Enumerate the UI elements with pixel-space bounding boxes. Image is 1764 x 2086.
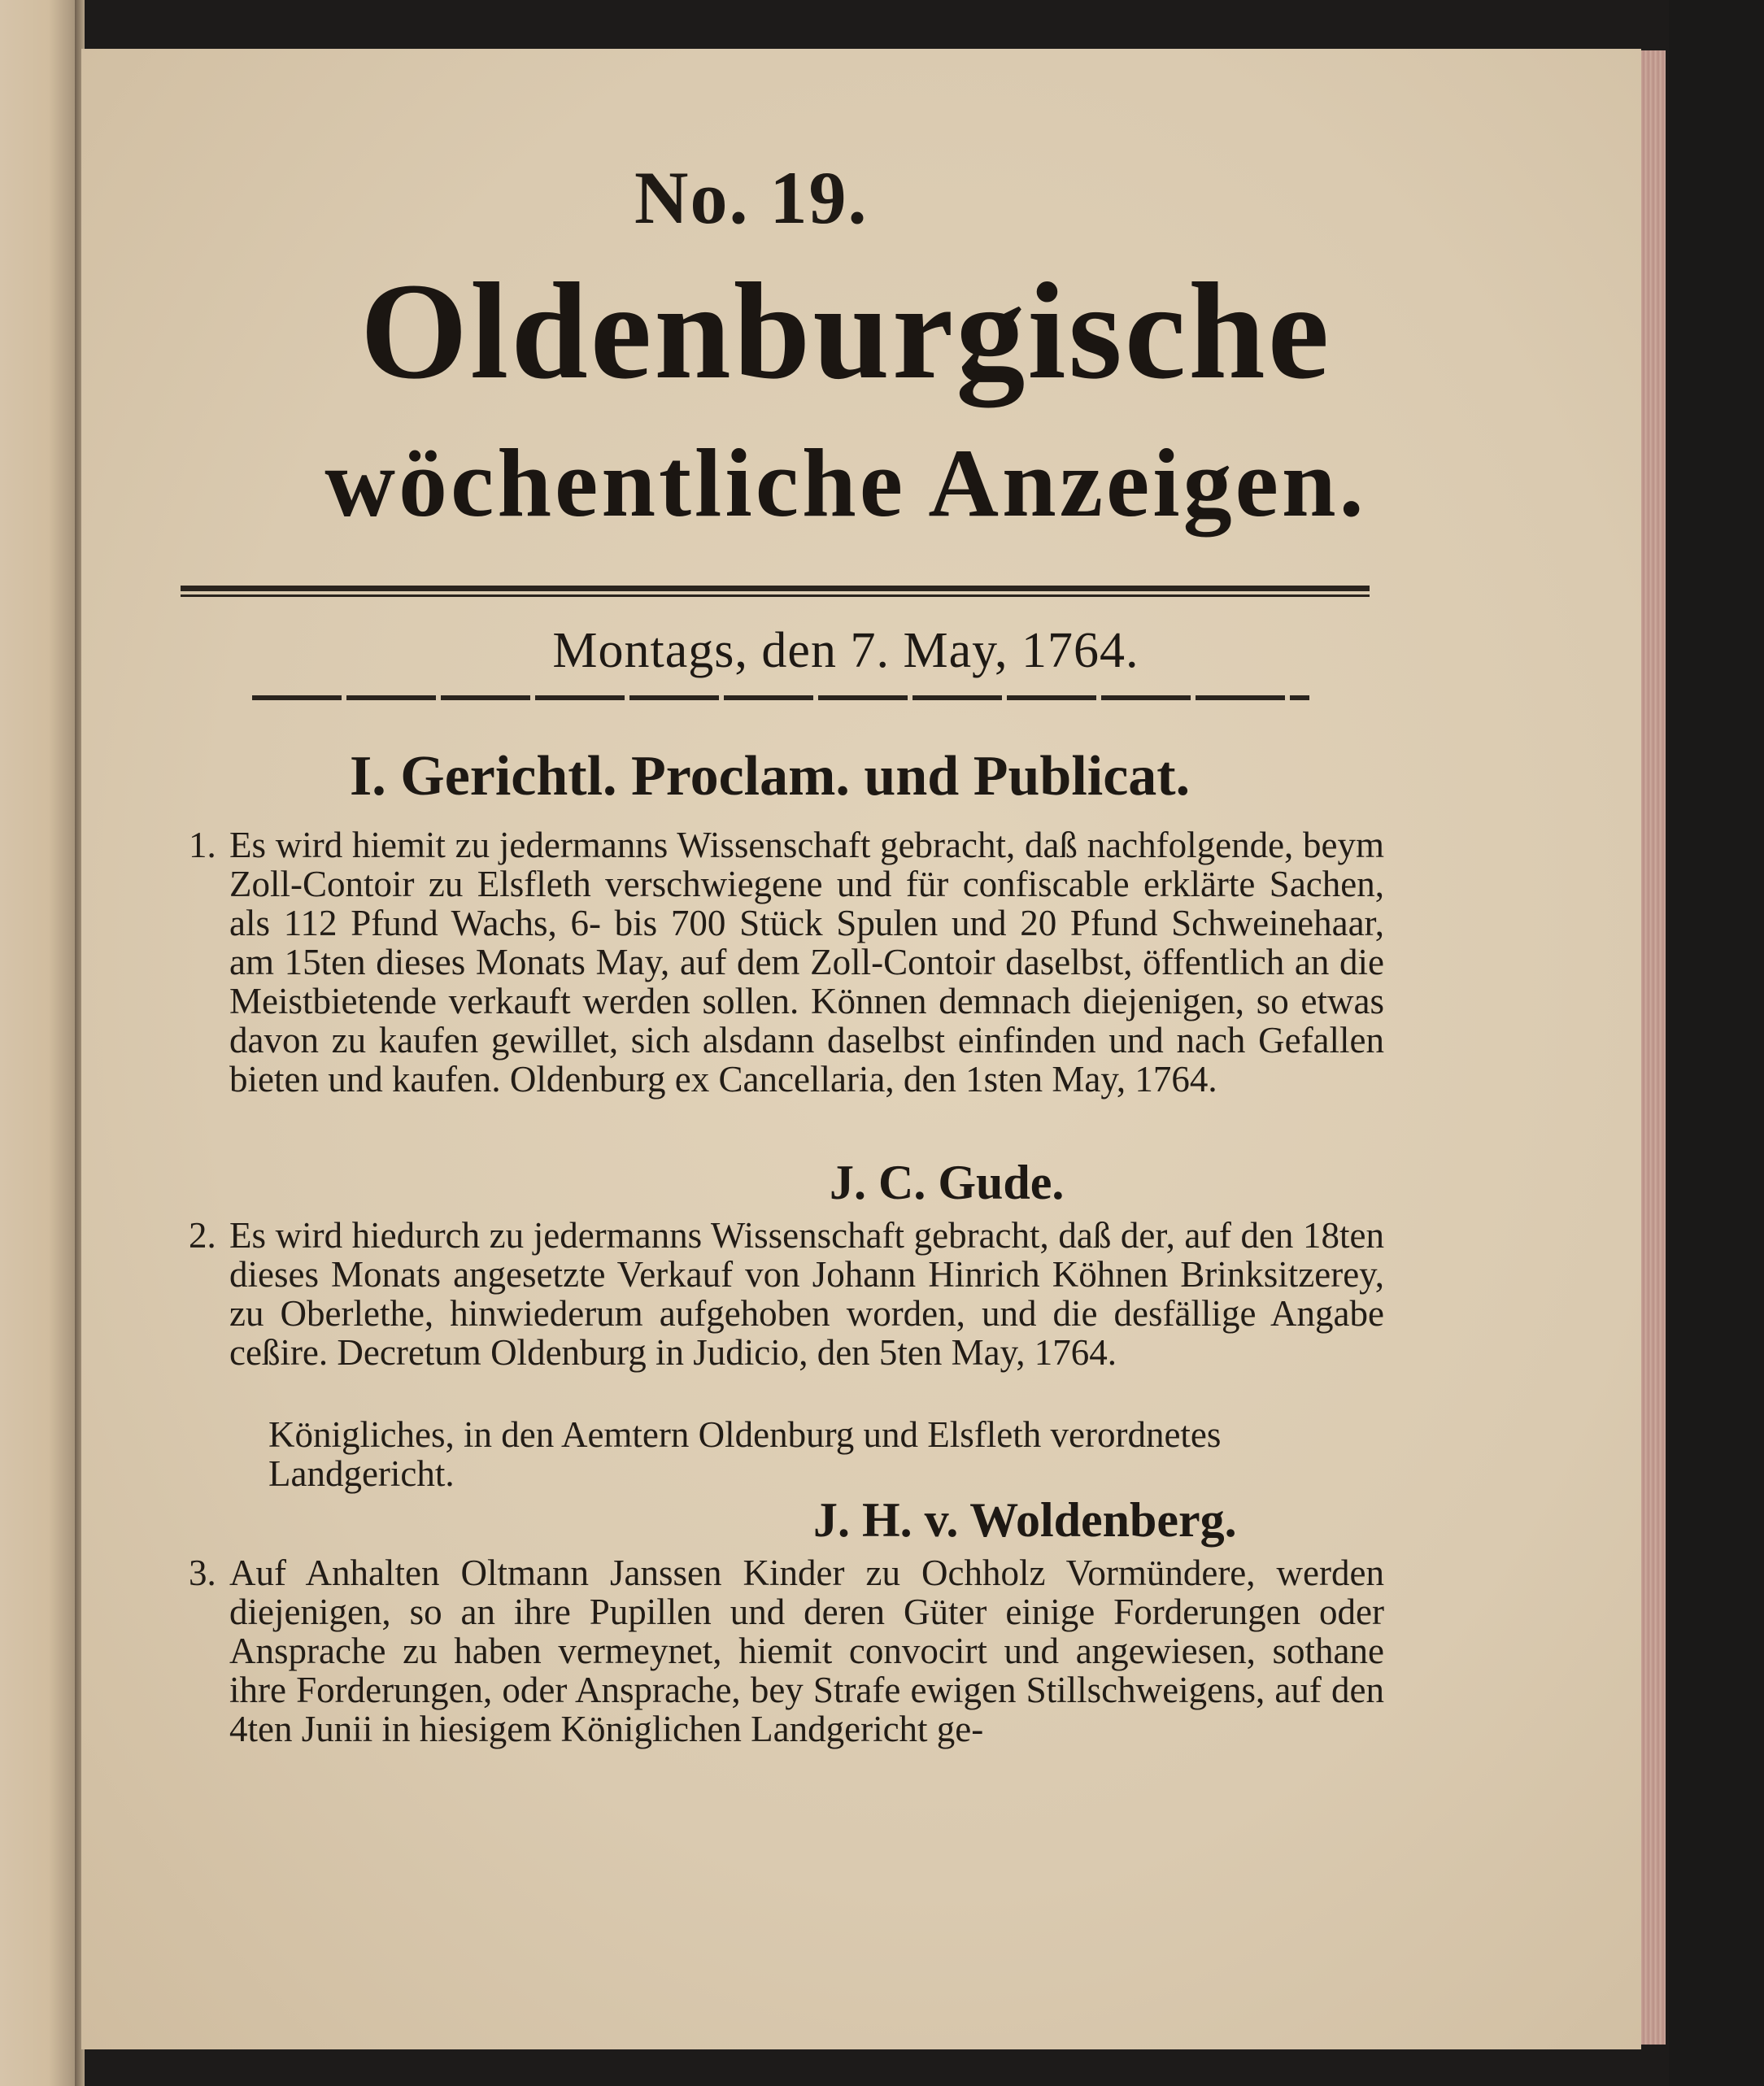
notice-2	[189, 1216, 1384, 1372]
notice-text: Es wird hiedurch zu jedermanns Wissenschaft gebracht, daß der, auf den 18ten dieses Monats angesetzte Verkauf von Johann Hinrich Köhnen Brinksitzerey, zu Oberlethe, hinwiederum aufgehoben worden, und die desfällige Angabe ceßire. Decretum Oldenburg in Judicio, den 5ten May, 1764.	[229, 1215, 1384, 1373]
notice-number: 2.	[189, 1215, 216, 1256]
date-rule	[252, 695, 1309, 700]
notice-1	[189, 825, 1384, 1099]
issue-date: Montags, den 7. May, 1764.	[552, 623, 1139, 678]
background-strip	[1669, 0, 1764, 2086]
issue-number: No. 19.	[634, 156, 869, 239]
left-page-edge	[0, 0, 81, 2086]
newspaper-title: Oldenburgische	[359, 255, 1332, 407]
section-title: I. Gerichtl. Proclam. und Publicat.	[350, 745, 1191, 808]
page-stack-edge	[1641, 50, 1666, 2045]
notice-1-signature: J. C. Gude.	[830, 1156, 1065, 1209]
newspaper-subtitle: wöchentliche Anzeigen.	[324, 429, 1367, 537]
notice-text: Auf Anhalten Oltmann Janssen Kinder zu Ochholz Vormündere, werden diejenigen, so an ihre Pupillen und deren Güter einige Forderungen oder Ansprache zu haben vermeynet, hiemit convocirt und angewiesen, sothane ihre Forderungen, oder Ansprache, bey Strafe ewigen Stillschweigens, auf den 4ten Junii in hiesigem Königlichen Landgericht ge-	[229, 1553, 1384, 1749]
notice-2-court: Königliches, in den Aemtern Oldenburg und Elsfleth verordnetes Landgericht.	[268, 1414, 1222, 1494]
header-rule	[181, 586, 1370, 597]
notice-2-signature: J. H. v. Woldenberg.	[813, 1493, 1237, 1547]
notice-text: Es wird hiemit zu jedermanns Wissenschaft gebracht, daß nachfolgende, beym Zoll-Contoir zu Elsfleth verschwiegene und für confiscable erklärte Sachen, als 112 Pfund Wachs, 6- bis 700 Stück Spulen und 20 Pfund Schweinehaar, am 15ten dieses Monats May, auf dem Zoll-Contoir daselbst, öffentlich an die Meistbietende verkauft werden sollen. Können demnach diejenigen, so etwas davon zu kaufen gewillet, sich alsdann daselbst einfinden und nach Gefallen bieten und kaufen. Oldenburg ex Cancellaria, den 1sten May, 1764.	[229, 825, 1384, 1100]
notice-number: 3.	[189, 1553, 216, 1593]
notice-3	[189, 1553, 1384, 1748]
notice-number: 1.	[189, 825, 216, 865]
